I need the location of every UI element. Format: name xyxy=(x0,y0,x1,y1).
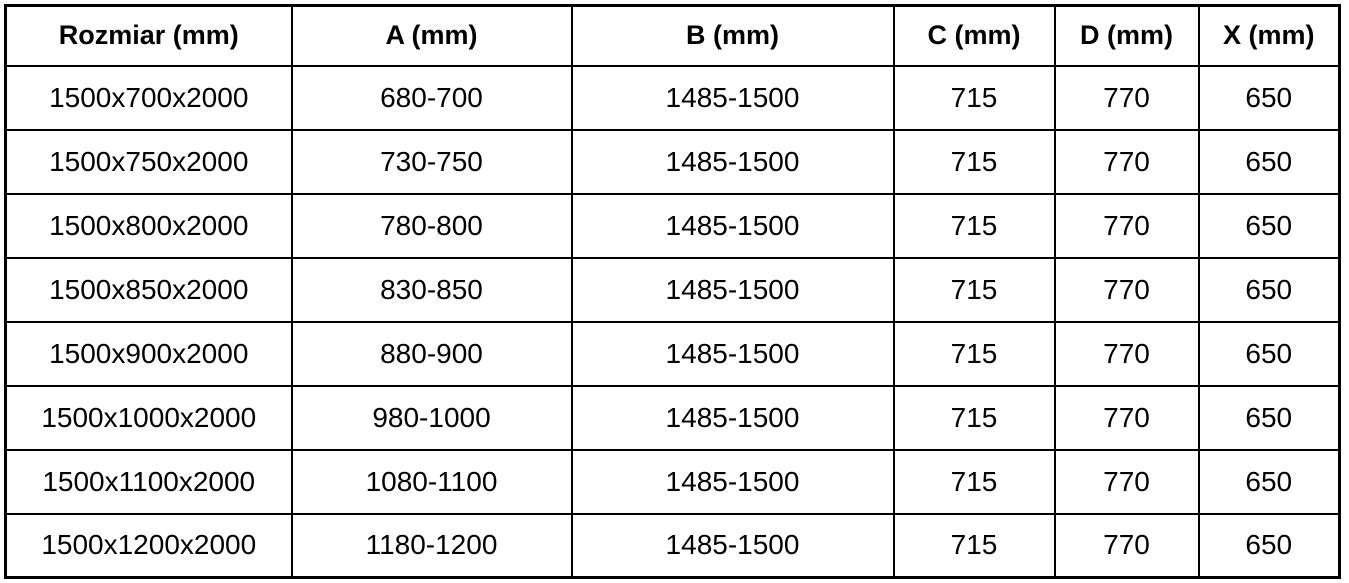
table-cell: 650 xyxy=(1199,514,1340,578)
table-cell: 1485-1500 xyxy=(572,258,894,322)
table-cell: 980-1000 xyxy=(292,386,572,450)
table-cell: 770 xyxy=(1055,450,1199,514)
table-cell: 770 xyxy=(1055,514,1199,578)
table-row xyxy=(6,386,1340,450)
table-cell: 770 xyxy=(1055,386,1199,450)
table-cell: 770 xyxy=(1055,130,1199,194)
table-cell: 715 xyxy=(894,386,1055,450)
table-cell: 1485-1500 xyxy=(572,514,894,578)
table-cell: 650 xyxy=(1199,258,1340,322)
table-cell: 1485-1500 xyxy=(572,130,894,194)
table-cell: 1500x700x2000 xyxy=(6,66,292,130)
table-cell: 1500x750x2000 xyxy=(6,130,292,194)
table-cell: 1500x800x2000 xyxy=(6,194,292,258)
table-cell: 1180-1200 xyxy=(292,514,572,578)
table-cell: 650 xyxy=(1199,322,1340,386)
table-cell: 1485-1500 xyxy=(572,450,894,514)
table-cell: 650 xyxy=(1199,130,1340,194)
table-row xyxy=(6,450,1340,514)
table-cell: 715 xyxy=(894,450,1055,514)
table-cell: 830-850 xyxy=(292,258,572,322)
table-cell: 770 xyxy=(1055,258,1199,322)
table-cell: 1485-1500 xyxy=(572,386,894,450)
header-cell: X (mm) xyxy=(1199,6,1340,66)
table-cell: 1485-1500 xyxy=(572,66,894,130)
table-cell: 1485-1500 xyxy=(572,194,894,258)
table-cell: 1500x900x2000 xyxy=(6,322,292,386)
header-cell: B (mm) xyxy=(572,6,894,66)
table-cell: 1485-1500 xyxy=(572,322,894,386)
table-cell: 650 xyxy=(1199,450,1340,514)
table-row xyxy=(6,66,1340,130)
table-cell: 880-900 xyxy=(292,322,572,386)
table-cell: 715 xyxy=(894,130,1055,194)
table-cell: 780-800 xyxy=(292,194,572,258)
table-cell: 715 xyxy=(894,258,1055,322)
table-cell: 770 xyxy=(1055,194,1199,258)
table-cell: 715 xyxy=(894,514,1055,578)
table-cell: 650 xyxy=(1199,66,1340,130)
table-header-row xyxy=(6,6,1340,66)
header-cell: Rozmiar (mm) xyxy=(6,6,292,66)
table-cell: 715 xyxy=(894,322,1055,386)
table-cell: 1500x1200x2000 xyxy=(6,514,292,578)
table-cell: 1500x850x2000 xyxy=(6,258,292,322)
table-row xyxy=(6,514,1340,578)
table-cell: 680-700 xyxy=(292,66,572,130)
table-cell: 715 xyxy=(894,66,1055,130)
dimensions-table xyxy=(4,4,1341,579)
header-cell: A (mm) xyxy=(292,6,572,66)
table-row xyxy=(6,258,1340,322)
header-cell: D (mm) xyxy=(1055,6,1199,66)
table-cell: 1500x1100x2000 xyxy=(6,450,292,514)
table-cell: 770 xyxy=(1055,322,1199,386)
header-cell: C (mm) xyxy=(894,6,1055,66)
table-cell: 715 xyxy=(894,194,1055,258)
table-row xyxy=(6,322,1340,386)
table-row xyxy=(6,130,1340,194)
table-cell: 1080-1100 xyxy=(292,450,572,514)
table-cell: 770 xyxy=(1055,66,1199,130)
table-cell: 650 xyxy=(1199,386,1340,450)
table-row xyxy=(6,194,1340,258)
table-cell: 730-750 xyxy=(292,130,572,194)
table-cell: 650 xyxy=(1199,194,1340,258)
table-cell: 1500x1000x2000 xyxy=(6,386,292,450)
